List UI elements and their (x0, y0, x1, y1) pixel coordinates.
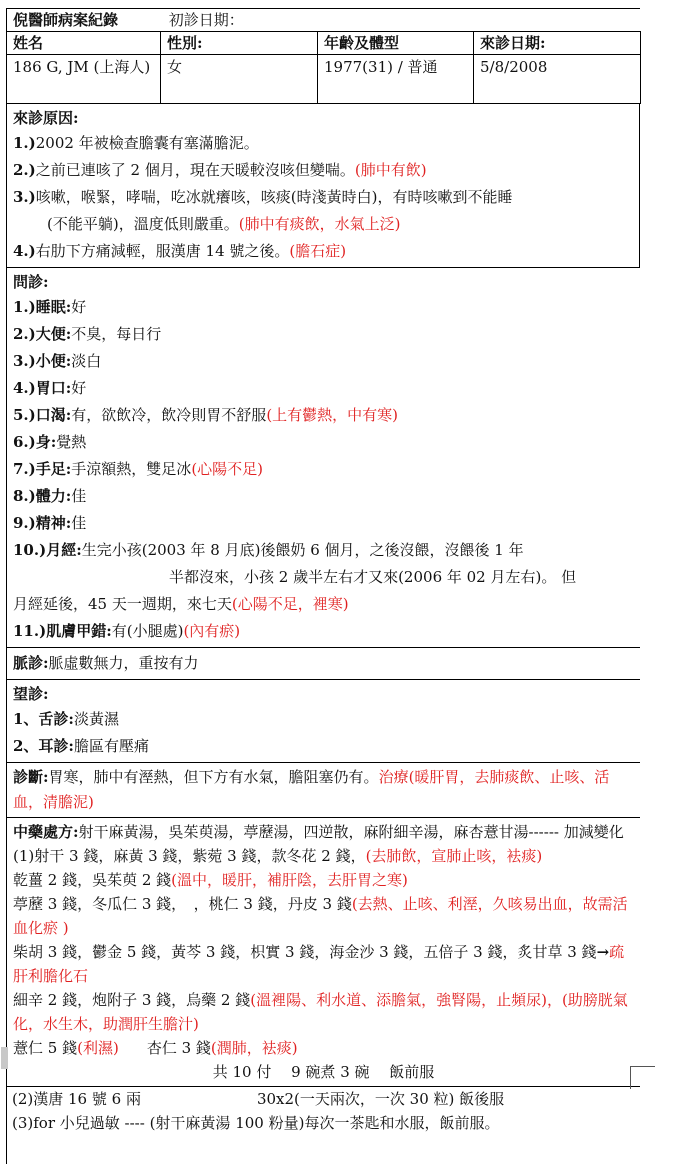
ear-line (13, 733, 634, 760)
diagnosis-text: 胃寒，肺中有溼熱，但下方有水氣，膽阻塞仍有。 (48, 768, 379, 786)
reason-item-note: (肺中有飲) (354, 161, 427, 179)
inquiry-item (13, 402, 634, 429)
gender-header: 性別: (161, 32, 318, 55)
dosage-line (13, 1060, 634, 1084)
visit-date-header: 來診日期: (474, 32, 641, 55)
inquiry-item-label: 6.)身: (13, 433, 57, 451)
reason-item-number: 3.) (13, 188, 36, 206)
reason-item-continued (13, 211, 633, 238)
skin-text: 有(小腿處) (111, 622, 184, 640)
prescription-line (13, 988, 634, 1036)
patient-info-header-row (7, 32, 641, 55)
herb-note: (去熱、止咳、利溼，久咳易出血，故需活血化瘀 ) (13, 895, 628, 937)
inquiry-title: 問診: (13, 273, 49, 291)
menses-text: 半都沒來，小孩 2 歲半左右才又來(2006 年 02 月左右)。 但 (169, 568, 577, 586)
treatment-text: (暖肝胃，去肺痰飲、止咳、活血，清膽泥) (13, 768, 610, 811)
ear-label: 2、耳診: (13, 737, 74, 755)
name-value: 186 G, JM (上海人) (7, 55, 161, 104)
herb-list: (3)for 小兒過敏 ---- (射干麻黃湯 100 粉量)每次一茶匙和水服，飯前服。 (12, 1114, 500, 1132)
herb-note: 疏肝利膽化石 (13, 943, 625, 985)
inquiry-item-label: 4.)胃口: (13, 379, 72, 397)
inquiry-item-label: 5.)口渴: (13, 406, 72, 424)
prescription-line (13, 892, 634, 940)
menses-note: (心陽不足，裡寒) (231, 595, 349, 613)
diagnosis-label: 診斷: (13, 768, 49, 786)
herb-list: 薏仁 5 錢 (13, 1039, 78, 1057)
diagnosis-section (6, 763, 640, 818)
inquiry-item (13, 510, 634, 537)
reason-item (13, 238, 633, 265)
reason-item-number: 2.) (13, 161, 36, 179)
reason-item-note: (膽石症) (289, 242, 347, 260)
inquiry-item (13, 456, 634, 483)
herb-list: 乾薑 2 錢，吳茱萸 2 錢 (13, 871, 172, 889)
inquiry-item (13, 375, 634, 402)
reason-section (6, 104, 640, 268)
diagnosis-text-block (13, 765, 634, 815)
prescription-extra (6, 1086, 640, 1135)
inquiry-item (13, 321, 634, 348)
inquiry-item-text: 不臭，每日行 (71, 325, 162, 343)
prescription-line (13, 868, 634, 892)
inquiry-item-text: 佳 (71, 514, 87, 532)
patient-info-table (6, 31, 641, 104)
reason-item (13, 184, 633, 211)
prescription-intro (13, 820, 634, 844)
reason-item-text: 之前已連咳了 2 個月，現在天暖較沒咳但變喘。 (35, 161, 355, 179)
inquiry-item (13, 483, 634, 510)
observation-title: 望診: (13, 685, 49, 703)
inquiry-item-note: (心陽不足) (191, 460, 264, 478)
inquiry-item-label: 9.)精神: (13, 514, 72, 532)
herb-list: 杏仁 3 錢 (146, 1039, 211, 1057)
inquiry-item-label: 2.)大便: (13, 325, 72, 343)
visit-date-value: 5/8/2008 (474, 55, 641, 104)
inquiry-item-note: (上有鬱熱，中有寒) (266, 406, 399, 424)
herb-list: 葶藶 3 錢，冬瓜仁 3 錢， ，桃仁 3 錢，丹皮 3 錢 (13, 895, 352, 913)
herb-list: 柴胡 3 錢，鬱金 5 錢，黃芩 3 錢，枳實 3 錢，海金沙 3 錢，五倍子 3 錢，炙甘草 3 錢 (13, 943, 597, 961)
prescription-line (13, 940, 634, 988)
herb-note: (利濕) (77, 1039, 119, 1057)
pulse-label: 脈診: (13, 654, 49, 672)
prescription-line (13, 1036, 634, 1060)
herb-list: (1)射干 3 錢，麻黃 3 錢，紫菀 3 錢，款冬花 2 錢， (13, 847, 366, 865)
menses-text: 生完小孩(2003 年 8 月底)後餵奶 6 個月，之後沒餵，沒餵後 1 年 (81, 541, 524, 559)
record-header (6, 8, 640, 31)
menses-line (13, 564, 634, 591)
name-header: 姓名 (7, 32, 161, 55)
left-margin-line (6, 1075, 7, 1164)
reason-item-number: 4.) (13, 242, 36, 260)
first-visit-date-label: 初診日期： (168, 11, 244, 29)
reason-item-note: (肺中有痰飲，水氣上泛) (238, 215, 401, 233)
skin-note: (內有瘀) (183, 622, 241, 640)
inquiry-item-label: 8.)體力: (13, 487, 72, 505)
age-value: 1977(31) / 普通 (318, 55, 474, 104)
tongue-line (13, 706, 634, 733)
reason-item (13, 130, 633, 157)
herb-note: (溫裡陽、利水道、添膽氣，強腎陽，止頻尿)，(助膀胱氣化，水生木，助潤肝生膽汁) (13, 991, 628, 1033)
herb-note: (去肺飲，宣肺止咳，袪痰) (365, 847, 543, 865)
reason-title: 來診原因: (13, 109, 79, 127)
reason-item-number: 1.) (13, 134, 36, 152)
treatment-label: 治療 (378, 768, 409, 786)
prescription-line (12, 1087, 634, 1111)
inquiry-item (13, 348, 634, 375)
age-header: 年齡及體型 (318, 32, 474, 55)
page-corner-mark (630, 1066, 655, 1089)
pulse-text: 脈虛數無力，重按有力 (48, 654, 199, 672)
skin-line (13, 618, 634, 645)
reason-item-text: (不能平躺)，溫度低則嚴重。 (47, 215, 239, 233)
prescription-label: 中藥處方: (13, 823, 79, 841)
tongue-label: 1、舌診: (13, 710, 74, 728)
menses-text: 月經延後，45 天一週期，來七天 (13, 595, 232, 613)
skin-label: 11.)肌膚甲錯: (13, 622, 112, 640)
inquiry-item-label: 7.)手足: (13, 460, 72, 478)
text-cursor-marker (1, 1047, 8, 1069)
reason-item (13, 157, 633, 184)
inquiry-item (13, 429, 634, 456)
inquiry-item-text: 好 (71, 298, 87, 316)
inquiry-item-text: 佳 (71, 487, 87, 505)
pulse-section (6, 648, 640, 680)
ear-text: 膽區有壓痛 (73, 737, 149, 755)
prescription-line (13, 844, 634, 868)
herb-list: 細辛 2 錢，炮附子 3 錢，烏藥 2 錢 (13, 991, 251, 1009)
reason-item-text: 2002 年被檢查膽囊有塞滿膽泥。 (35, 134, 259, 152)
menses-line (13, 591, 634, 618)
tongue-text: 淡黃濕 (73, 710, 119, 728)
inquiry-item-label: 3.)小便: (13, 352, 72, 370)
menses-label: 10.)月經: (13, 541, 82, 559)
gender-value: 女 (161, 55, 318, 104)
inquiry-item-text: 有，欲飲冷，飲冷則胃不舒服 (71, 406, 267, 424)
herb-list: (2)漢唐 16 號 6 兩 (12, 1090, 141, 1108)
inquiry-item (13, 294, 634, 321)
inquiry-section (6, 268, 640, 648)
inquiry-item-text: 手涼額熱，雙足冰 (71, 460, 192, 478)
prescription-section (6, 818, 640, 1086)
reason-item-text: 咳嗽，喉緊，哮喘，吃冰就癢咳，咳痰(時淺黃時白)，有時咳嗽到不能睡 (35, 188, 513, 206)
observation-section (6, 680, 640, 763)
inquiry-item-label: 1.)睡眠: (13, 298, 72, 316)
patient-info-value-row (7, 55, 641, 104)
prescription-intro-text: 射干麻黃湯，吳茱萸湯，葶藶湯，四逆散，麻附細辛湯，麻杏薏甘湯------ 加減變化 (78, 823, 624, 841)
pulse-line (13, 650, 634, 677)
reason-item-text: 右肋下方痛減輕，服漢唐 14 號之後。 (35, 242, 290, 260)
inquiry-item-text: 覺熱 (56, 433, 87, 451)
dosage-text: 30x2(一天兩次，一次 30 粒) 飯後服 (256, 1090, 505, 1108)
inquiry-item-text: 好 (71, 379, 87, 397)
dosage-text: 共 10 付 9 碗煮 3 碗 飯前服 (212, 1063, 435, 1081)
arrow-icon: → (596, 943, 610, 961)
prescription-line (12, 1111, 634, 1135)
record-title: 倪醫師病案紀錄 (13, 11, 119, 29)
medical-record (6, 8, 640, 1135)
menses-line (13, 537, 634, 564)
herb-note: (潤肺，袪痰) (210, 1039, 298, 1057)
inquiry-item-text: 淡白 (71, 352, 102, 370)
herb-note: (溫中，暖肝，補肝陰，去肝胃之寒) (171, 871, 408, 889)
